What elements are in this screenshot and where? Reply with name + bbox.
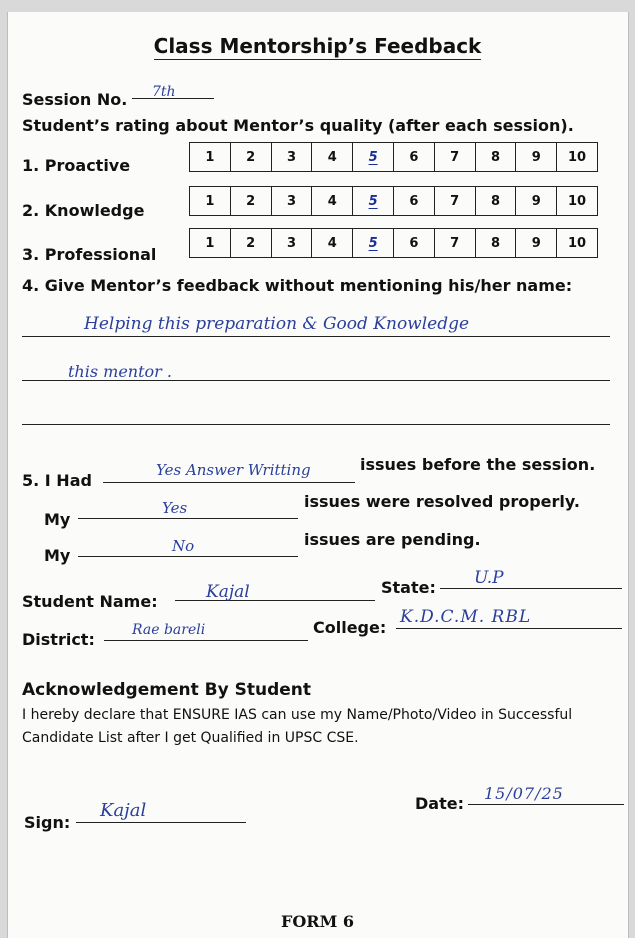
sign-label: Sign: — [24, 813, 71, 832]
issues-pending-line — [78, 556, 298, 557]
rating-cell[interactable]: 7 — [435, 229, 476, 257]
rating-cell[interactable]: 1 — [190, 143, 231, 171]
rating-scale-professional — [189, 228, 598, 258]
rating-cell[interactable]: 1 — [190, 229, 231, 257]
issues-my-label-1: My — [44, 510, 71, 529]
issues-pending-value: No — [172, 537, 195, 555]
issues-had-line — [103, 482, 355, 483]
ack-heading: Acknowledgement By Student — [22, 680, 311, 700]
date-label: Date: — [415, 794, 464, 813]
issues-pending-suffix: issues are pending. — [304, 530, 481, 549]
rating-heading: Student’s rating about Mentor’s quality (after each session). — [22, 116, 574, 135]
student-name-label: Student Name: — [22, 592, 158, 611]
district-line — [104, 640, 308, 641]
rating-cell[interactable]: 3 — [272, 229, 313, 257]
state-value: U.P — [474, 568, 504, 588]
rating-label-professional: 3. Professional — [22, 245, 157, 264]
district-label: District: — [22, 630, 95, 649]
form-number: FORM 6 — [280, 912, 354, 931]
rating-cell[interactable]: 7 — [435, 143, 476, 171]
state-line — [440, 588, 622, 589]
feedback-line-1 — [22, 336, 610, 337]
rating-cell[interactable]: 10 — [568, 149, 587, 165]
rating-cell[interactable]: 4 — [312, 229, 353, 257]
student-name-value: Kajal — [206, 582, 250, 602]
rating-cell[interactable]: 9 — [516, 187, 557, 215]
ack-text: I hereby declare that ENSURE IAS can use my Name/Photo/Video in Successful Candidate List after I get Qualified in UPSC CSE. — [22, 707, 573, 746]
issues-resolved-suffix: issues were resolved properly. — [304, 492, 580, 511]
session-label: Session No. — [22, 90, 128, 109]
rating-cell[interactable]: 3 — [272, 143, 313, 171]
rating-cell[interactable]: 10 — [568, 235, 587, 251]
rating-cell[interactable]: 2 — [231, 143, 272, 171]
rating-cell[interactable]: 2 — [231, 187, 272, 215]
college-label: College: — [313, 618, 387, 637]
college-line — [396, 628, 622, 629]
rating-cell[interactable]: 8 — [476, 143, 517, 171]
state-label: State: — [381, 578, 436, 597]
form-title: Class Mentorship’s Feedback — [153, 34, 482, 58]
student-name-line — [175, 600, 375, 601]
issues-had-suffix: issues before the session. — [360, 455, 596, 474]
feedback-line-3 — [22, 424, 610, 425]
feedback-text-1: Helping this preparation & Good Knowledge — [84, 314, 470, 334]
rating-cell[interactable]: 4 — [312, 187, 353, 215]
rating-scale-proactive — [189, 142, 598, 172]
rating-cell[interactable]: 2 — [231, 229, 272, 257]
rating-cell[interactable]: 5 — [353, 143, 394, 171]
rating-cell[interactable]: 6 — [394, 187, 435, 215]
rating-scale-knowledge — [189, 186, 598, 216]
rating-cell[interactable]: 8 — [476, 187, 517, 215]
sign-line — [76, 822, 246, 823]
issues-had-label: 5. I Had — [22, 471, 92, 490]
issues-my-label-2: My — [44, 546, 71, 565]
rating-cell[interactable]: 9 — [516, 229, 557, 257]
feedback-text-2: this mentor . — [68, 362, 172, 381]
rating-cell[interactable]: 1 — [190, 187, 231, 215]
rating-cell[interactable]: 6 — [394, 143, 435, 171]
district-value: Rae bareli — [132, 622, 206, 638]
issues-resolved-value: Yes — [162, 499, 188, 517]
rating-cell[interactable]: 8 — [476, 229, 517, 257]
college-value: K.D.C.M. RBL — [400, 607, 532, 627]
rating-cell[interactable]: 5 — [353, 229, 394, 257]
rating-cell[interactable]: 7 — [435, 187, 476, 215]
rating-label-proactive: 1. Proactive — [22, 156, 131, 175]
issues-had-value: Yes Answer Writting — [156, 461, 311, 479]
feedback-label: 4. Give Mentor’s feedback without mentioning his/her name: — [22, 276, 573, 295]
session-value: 7th — [152, 84, 176, 100]
rating-cell[interactable]: 9 — [516, 143, 557, 171]
rating-label-knowledge: 2. Knowledge — [22, 201, 145, 220]
rating-cell[interactable]: 5 — [353, 187, 394, 215]
issues-resolved-line — [78, 518, 298, 519]
rating-cell[interactable]: 4 — [312, 143, 353, 171]
rating-cell[interactable]: 6 — [394, 229, 435, 257]
rating-cell[interactable]: 3 — [272, 187, 313, 215]
date-value: 15/07/25 — [484, 784, 564, 803]
date-line — [468, 804, 624, 805]
rating-cell[interactable]: 10 — [568, 193, 587, 209]
sign-value: Kajal — [100, 800, 147, 821]
